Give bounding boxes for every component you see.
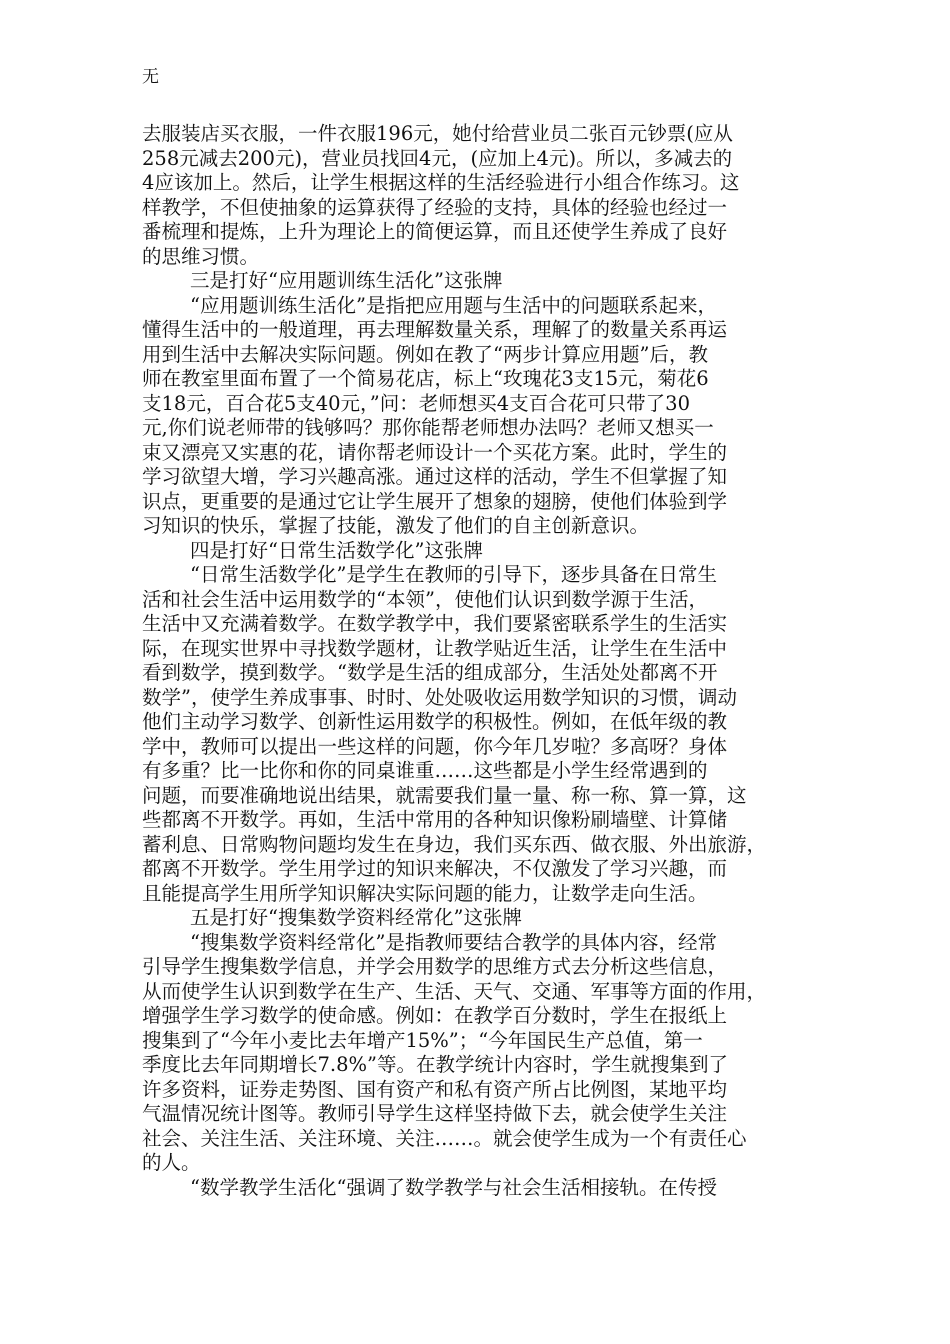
text-line: 际，在现实世界中寻找数学题材，让教学贴近生活，让学生在生活中 [142,636,728,660]
text-line: 季度比去年同期增长7.8%”等。在教学统计内容时，学生就搜集到了 [142,1053,729,1076]
text-line: 束又漂亮又实惠的花，请你帮老师设计一个买花方案。此时，学生的 [142,440,728,464]
text-line: 样教学，不但使抽象的运算获得了经验的支持，具体的经验也经过一 [142,195,728,219]
text-line: 学习欲望大增，学习兴趣高涨。通过这样的活动，学生不但掌握了知 [142,465,728,488]
text-line: “日常生活数学化”是学生在教师的引导下，逐步具备在日常生 [190,563,717,586]
text-line: 数学”，使学生养成事事、时时、处处吸收运用数学知识的习惯，调动 [142,685,737,709]
text-line: 元,你们说老师带的钱够吗？那你能帮老师想办法吗？老师又想买一 [142,416,714,439]
text-line: 用到生活中去解决实际问题。例如在教了“两步计算应用题”后，教 [142,342,708,366]
page-header: 无 [142,67,159,87]
text-line: 去服装店买衣服，一件衣服196元，她付给营业员二张百元钞票(应从 [142,122,733,145]
section-heading: 三是打好“应用题训练生活化”这张牌 [190,269,503,292]
section-heading: 四是打好“日常生活数学化”这张牌 [190,538,483,562]
text-line: 他们主动学习数学、创新性运用数学的积极性。例如，在低年级的教 [142,710,728,733]
text-line: 从而使学生认识到数学在生产、生活、天气、交通、军事等方面的作用， [142,979,767,1003]
text-line: 有多重？比一比你和你的同桌谁重……这些都是小学生经常遇到的 [142,759,708,782]
text-line: 活和社会生活中运用数学的“本领”，使他们认识到数学源于生活， [142,587,708,611]
text-line: 都离不开数学。学生用学过的知识来解决，不仅激发了学习兴趣，而 [142,857,728,880]
text-line: 社会、关注生活、关注环境、关注……。就会使学生成为一个有责任心 [142,1126,747,1150]
text-line: 支18元，百合花5支40元，”问：老师想买4支百合花可只带了30 [142,391,690,415]
text-line: 搜集到了“今年小麦比去年增产15%”；“今年国民生产总值，第一 [142,1028,703,1052]
text-line: 番梳理和提炼，上升为理论上的简便运算，而且还使学生养成了良好 [142,220,728,243]
text-line: 的人。 [142,1151,201,1174]
text-line: 些都离不开数学。再如，生活中常用的各种知识像粉刷墙壁、计算储 [142,808,728,831]
text-line: 蓄利息、日常购物问题均发生在身边，我们买东西、做衣服、外出旅游， [142,832,767,856]
document-body [142,122,810,1200]
text-line: 识点，更重要的是通过它让学生展开了想象的翅膀，使他们体验到学 [142,489,728,513]
section-heading: 五是打好“搜集数学资料经常化”这张牌 [190,906,522,929]
text-line: “应用题训练生活化”是指把应用题与生活中的问题联系起来， [190,293,717,317]
text-line: 师在教室里面布置了一个简易花店，标上“玫瑰花3支15元，菊花6 [142,367,709,390]
text-line: 懂得生活中的一般道理，再去理解数量关系，理解了的数量关系再运 [142,318,728,341]
text-line: 生活中又充满着数学。在数学教学中，我们要紧密联系学生的生活实 [142,612,728,635]
text-line: 引导学生搜集数学信息，并学会用数学的思维方式去分析这些信息， [142,955,728,978]
text-line: 的思维习惯。 [142,244,260,268]
text-line: 问题，而要准确地说出结果，就需要我们量一量、称一称、算一算，这 [142,783,747,807]
text-line: 看到数学，摸到数学。“数学是生活的组成部分，生活处处都离不开 [142,661,718,684]
text-line: 258元减去200元)，营业员找回4元，(应加上4元)。所以，多减去的 [142,146,733,170]
text-line: 习知识的快乐，掌握了技能，激发了他们的自主创新意识。 [142,514,650,537]
text-line: 4应该加上。然后，让学生根据这样的生活经验进行小组合作练习。这 [142,171,740,194]
text-line: 且能提高学生用所学知识解决实际问题的能力，让数学走向生活。 [142,881,708,905]
text-line: “搜集数学资料经常化”是指教师要结合教学的具体内容，经常 [190,930,717,954]
text-line: 增强学生学习数学的使命感。例如：在教学百分数时，学生在报纸上 [142,1004,728,1027]
text-line: 许多资料，证券走势图、国有资产和私有资产所占比例图，某地平均 [142,1077,728,1101]
text-line: “数学教学生活化“强调了数学教学与社会生活相接轨。在传授 [190,1175,717,1199]
text-line: 气温情况统计图等。教师引导学生这样坚持做下去，就会使学生关注 [142,1102,728,1125]
text-line: 学中，教师可以提出一些这样的问题，你今年几岁啦？多高呀？身体 [142,734,728,758]
